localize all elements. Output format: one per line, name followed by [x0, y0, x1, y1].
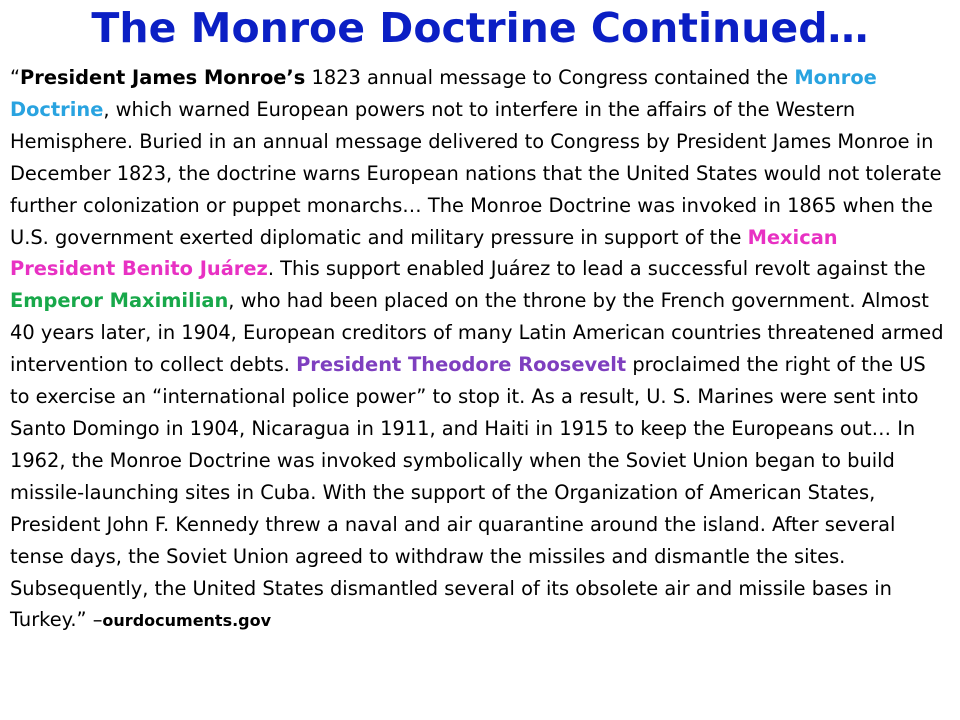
quote-text-2: , which warned European powers not to interfere in the affairs of the Western Hemisphere. Buried in an annual message delivered to Congress by President James Monroe in December 1823, the doctrine warns European nations that the United States would not tolerate further colonization or puppet monarchs… The Monroe Doctrine was invoked in 1865 when the U.S. government exerted diplomatic and military pressure in support of the — [10, 97, 942, 249]
quote-text-5: proclaimed the right of the US to exercise an “international police power” to stop it. As a result, U. S. Marines were sent into Santo Domingo in 1904, Nicaragua in 1911, and Haiti in 1915 to keep the Europeans out… In 1962, the Monroe Doctrine was invoked symbolically when the Soviet Union began to build missile-launching sites in Cuba. With the support of the Organization of American States, President John F. Kennedy threw a naval and air quarantine around the island. After several tense days, the Soviet Union agreed to withdraw the missiles and dismantle the sites. Subsequently, the United States dismantled several of its obsolete air and missile bases in Turkey. — [10, 353, 926, 632]
juarez-highlight: Mexican President Benito Juárez — [10, 225, 838, 281]
maximilian-highlight: Emperor Maximilian — [10, 289, 229, 313]
quote-text-4: , who had been placed on the throne by the French government. Almost 40 years later, in 1904, European creditors of many Latin American countries threatened armed intervention to collect debts. — [10, 289, 944, 377]
slide-title: The Monroe Doctrine Continued… — [91, 4, 869, 52]
monroe-doctrine-highlight: Monroe Doctrine — [10, 66, 877, 121]
close-quote-mark: ” – — [76, 608, 103, 632]
open-quote-mark: “ — [10, 66, 21, 89]
quote-paragraph — [10, 62, 944, 637]
source-attribution: ourdocuments.gov — [102, 611, 272, 631]
roosevelt-highlight: President Theodore Roosevelt — [296, 353, 627, 377]
quote-text-1: 1823 annual message to Congress contained the — [305, 66, 795, 89]
quote-text-3: . This support enabled Juárez to lead a successful revolt against the — [267, 257, 926, 281]
james-monroe-highlight: President James Monroe’s — [20, 66, 306, 89]
